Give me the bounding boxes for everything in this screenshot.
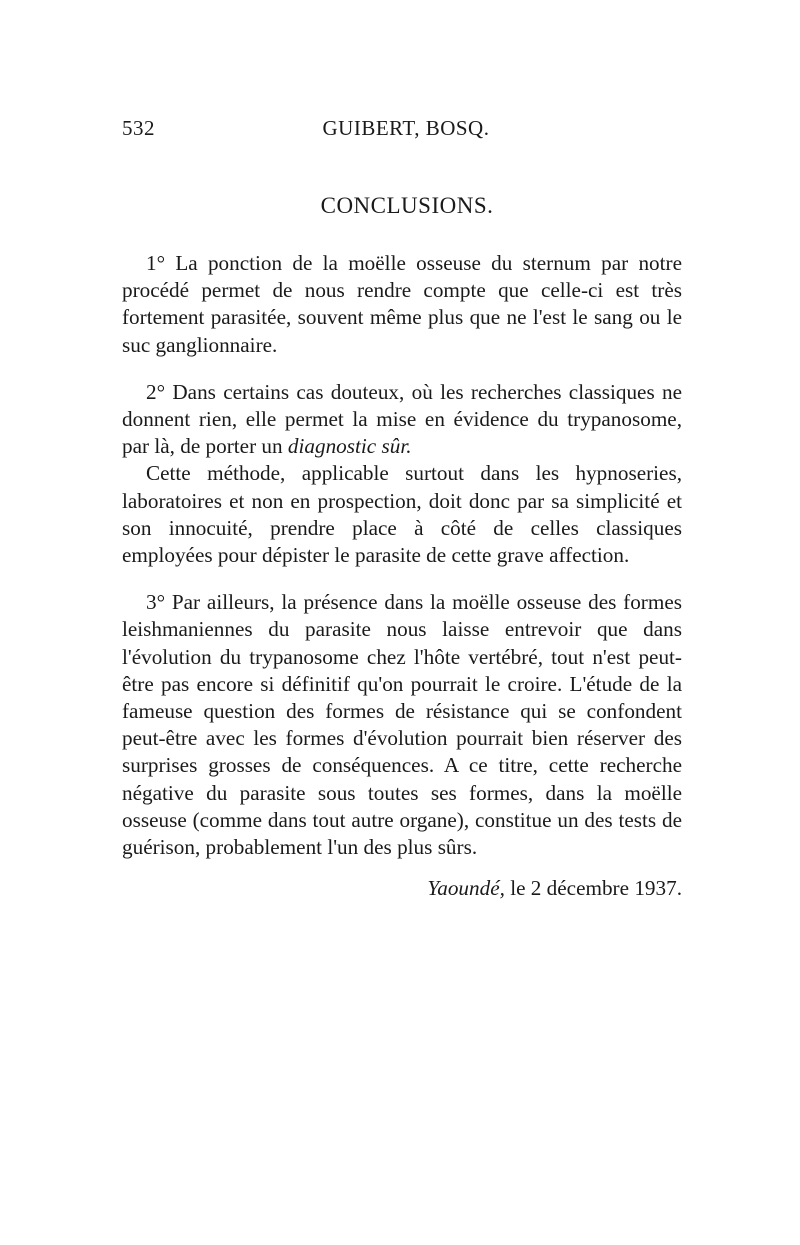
signoff: [122, 875, 682, 902]
running-head: [122, 116, 682, 146]
paragraph-conclusion-2: [122, 379, 682, 461]
paragraph-method: Cette méthode, applicable surtout dans les hypnoseries, laboratoires et non en prospection, doit donc par sa simplicité et son innocuité, prendre place à côté de celles classiques employées pour dépister le parasite de cette grave affection.: [122, 461, 682, 568]
signoff-place: Yaoundé,: [427, 876, 505, 900]
paragraph-conclusion-3: 3° Par ailleurs, la présence dans la moëlle osseuse des formes leishmaniennes du parasite nous laisse entrevoir que dans l'évolution du trypanosome chez l'hôte vertébré, tout n'est peut-être pas encore si définitif qu'on pourrait le croire. L'étude de la fameuse question des formes de résistance qui se confondent peut-être avec les formes d'évolution pourrait bien réserver des surprises grosses de conséquences. A ce titre, cette recherche négative du parasite sous toutes ses formes, dans la moëlle osseuse (comme dans tout autre organe), constitue un des tests de guérison, probablement l'un des plus sûrs.: [122, 590, 682, 860]
running-title: GUIBERT, BOSQ.: [322, 116, 490, 140]
paragraph-conclusion-1: 1° La ponction de la moëlle osseuse du sternum par notre procédé permet de nous rendre compte que celle-ci est très fortement parasitée, souvent même plus que ne l'est le sang ou le suc ganglionnaire.: [122, 251, 682, 357]
body-text: [122, 250, 682, 861]
page-number: 532: [122, 116, 155, 140]
section-title: CONCLUSIONS.: [320, 193, 494, 218]
signoff-date: le 2 décembre 1937.: [504, 876, 682, 900]
diagnostic-emphasis: diagnostic sûr.: [287, 434, 412, 459]
paragraph-conclusion-2-text: 2° Dans certains cas douteux, où les recherches classiques ne donnent rien, elle permet la mise en évidence du trypanosome, par là, de porter un: [122, 379, 682, 459]
